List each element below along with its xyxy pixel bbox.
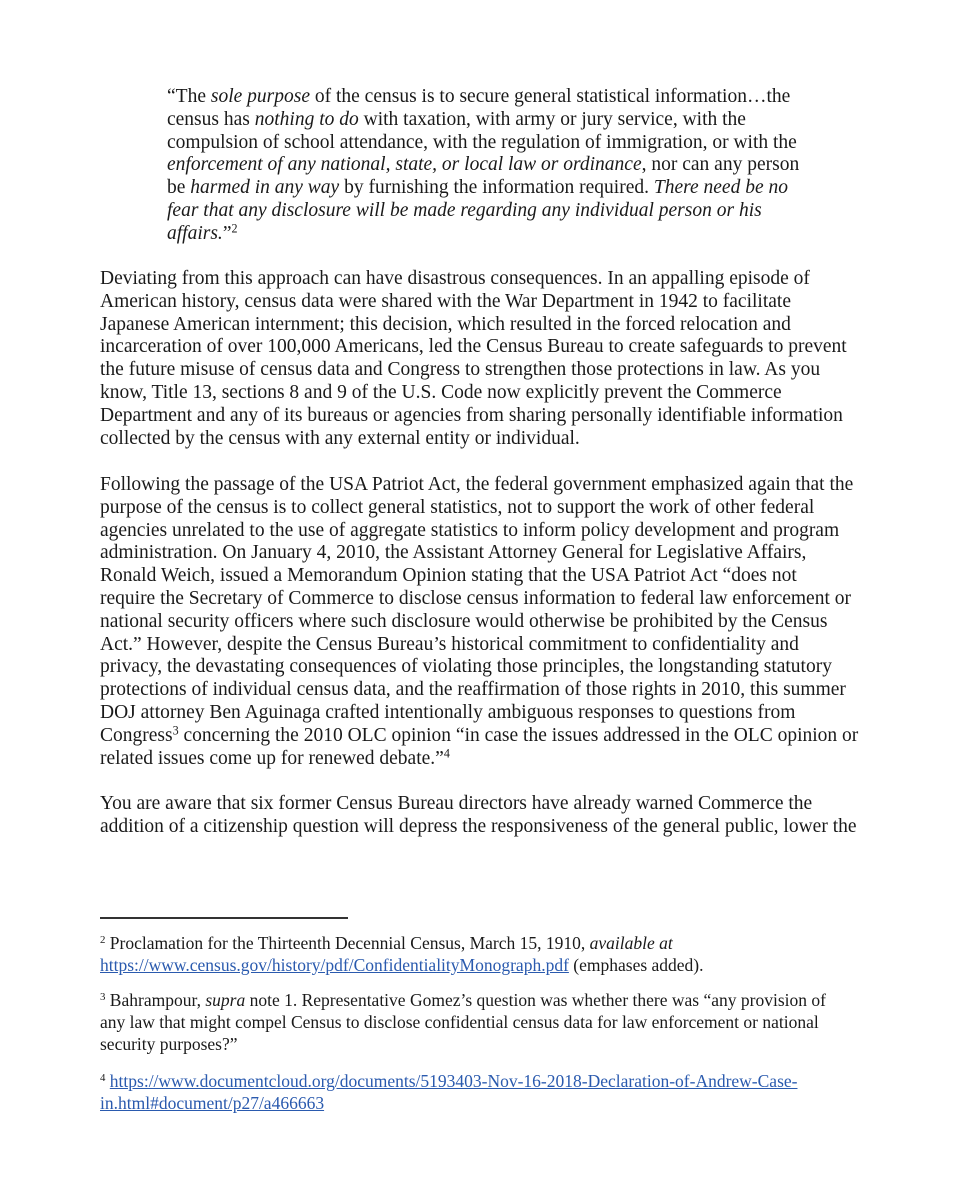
text-segment: concerning the 2010 OLC opinion “in case the issues addressed in the OLC opinion or (178, 724, 859, 746)
block-quote (167, 86, 799, 246)
text-segment: Department and any of its bureaus or agencies from sharing personally identifiable information (100, 404, 843, 426)
text-line (167, 132, 799, 155)
text-line (100, 611, 858, 634)
text-segment: enforcement of any national, state, or local law or ordinance (167, 154, 642, 176)
text-line (100, 474, 858, 497)
text-segment: compulsion of school attendance, with the regulation of immigration, or with the (167, 131, 797, 153)
footnote-4 (100, 1070, 797, 1114)
text-segment: be (167, 177, 191, 199)
text-segment: any law that might compel Census to disclose confidential census data for law enforcement or national (100, 1012, 819, 1032)
text-segment: agencies unrelated to the use of aggregate statistics to inform policy development and program (100, 519, 840, 541)
text-line (100, 816, 857, 839)
text-segment: purpose of the census is to collect general statistics, not to support the work of other federal (100, 496, 815, 518)
text-segment: with taxation, with army or jury service, with the (358, 108, 746, 130)
text-segment: nothing to do (254, 108, 359, 130)
text-segment: related issues come up for renewed debate.” (100, 747, 444, 769)
paragraph-1 (100, 268, 847, 450)
text-segment: American history, census data were shared with the War Department in 1942 to facilitate (100, 290, 791, 312)
footnote-link[interactable]: https://www.census.gov/history/pdf/ConfidentialityMonograph.pdf (100, 955, 569, 975)
text-segment: by furnishing the information required. (339, 177, 654, 199)
text-line (100, 268, 847, 291)
text-segment: harmed in any way (190, 177, 340, 199)
text-line (167, 154, 799, 177)
text-segment: require the Secretary of Commerce to disclose census information to federal law enforcement or (100, 587, 851, 609)
text-line (100, 291, 847, 314)
paragraph-3 (100, 793, 857, 839)
text-line (100, 542, 858, 565)
text-segment: addition of a citizenship question will depress the responsiveness of the general public, lower the (100, 815, 857, 837)
text-segment: fear that any disclosure will be made regarding any individual person or his (167, 199, 762, 221)
footnote-2 (100, 932, 704, 976)
footnote-marker: 4 (443, 745, 450, 760)
footnote-link[interactable]: in.html#document/p27/a466663 (100, 1093, 325, 1113)
text-segment: Japanese American internment; this decision, which resulted in the forced relocation and (100, 313, 791, 335)
text-line (100, 314, 847, 337)
text-segment: , nor can any person (641, 154, 800, 176)
text-segment: note 1. Representative Gomez’s question was whether there was “any provision of (245, 990, 826, 1010)
text-line (100, 725, 858, 748)
text-segment: You are aware that six former Census Bureau directors have already warned Commerce the (100, 793, 813, 814)
text-line (167, 177, 799, 200)
text-line (100, 793, 857, 816)
text-line (167, 109, 799, 132)
text-line (100, 679, 858, 702)
text-segment: ” (222, 222, 232, 244)
text-segment: census has (167, 108, 255, 130)
paragraph-2 (100, 474, 858, 770)
text-line (100, 702, 858, 725)
footnote-divider (100, 917, 348, 919)
text-segment: “The (167, 86, 211, 107)
text-segment: Congress (100, 724, 173, 746)
text-line (167, 200, 799, 223)
footnote-marker: 3 (172, 723, 179, 738)
footnote-marker: 4 (100, 1072, 106, 1085)
text-line (100, 520, 858, 543)
footnote-marker: 3 (100, 991, 106, 1004)
text-line (100, 428, 847, 451)
text-segment: of the census is to secure general statistical information…the (309, 86, 791, 107)
text-segment: Deviating from this approach can have disastrous consequences. In an appalling episode of (100, 268, 810, 289)
text-line (100, 497, 858, 520)
text-segment: Act.” However, despite the Census Bureau’s historical commitment to confidentiality and (100, 633, 799, 655)
text-segment: administration. On January 4, 2010, the Assistant Attorney General for Legislative Affairs, (100, 542, 807, 564)
text-segment: (emphases added). (568, 955, 704, 975)
text-segment: available at (589, 933, 673, 953)
footnote-link[interactable]: https://www.documentcloud.org/documents/5193403-Nov-16-2018-Declaration-of-Andrew-Case- (109, 1071, 798, 1091)
text-segment: affairs. (167, 222, 223, 244)
text-line (167, 86, 799, 109)
text-line (100, 336, 847, 359)
text-segment: incarceration of over 100,000 Americans, led the Census Bureau to create safeguards to prevent (100, 336, 847, 358)
text-segment: protections of individual census data, and the reaffirmation of those rights in 2010, this summer (100, 679, 846, 701)
text-line (100, 1011, 826, 1033)
text-segment: There need be no (653, 177, 788, 199)
text-segment: sole purpose (210, 86, 310, 107)
text-line (100, 932, 704, 954)
text-line (100, 989, 826, 1011)
footnote-marker: 2 (100, 934, 106, 947)
text-segment: privacy, the devastating consequences of violating those principles, the longstanding statutory (100, 656, 832, 678)
text-line (100, 565, 858, 588)
text-line (100, 1070, 797, 1092)
text-line (100, 588, 858, 611)
text-line (100, 745, 858, 771)
text-segment: Following the passage of the USA Patriot Act, the federal government emphasized again that the (100, 474, 854, 495)
text-segment: Bahrampour, (105, 990, 206, 1010)
text-line (100, 382, 847, 405)
footnote-3 (100, 989, 826, 1055)
text-line (100, 954, 704, 976)
text-segment: national security officers where such disclosure would otherwise be prohibited by the Census (100, 610, 828, 632)
text-line (100, 656, 858, 679)
text-line (167, 223, 799, 246)
text-line (100, 1033, 826, 1055)
text-line (100, 405, 847, 428)
text-segment: know, Title 13, sections 8 and 9 of the U.S. Code now explicitly prevent the Commerce (100, 381, 782, 403)
footnote-marker: 2 (231, 221, 238, 236)
text-segment: Proclamation for the Thirteenth Decennial Census, March 15, 1910, (105, 933, 590, 953)
text-segment: security purposes?” (100, 1034, 238, 1054)
text-segment: DOJ attorney Ben Aguinaga crafted intentionally ambiguous responses to questions from (100, 701, 796, 723)
text-segment: the future misuse of census data and Congress to strengthen those protections in law. As you (100, 359, 821, 381)
text-line (100, 359, 847, 382)
text-line (100, 634, 858, 657)
text-line (100, 1092, 797, 1114)
text-segment: collected by the census with any external entity or individual. (100, 427, 580, 449)
text-segment: Ronald Weich, issued a Memorandum Opinion stating that the USA Patriot Act “does not (100, 565, 797, 587)
text-segment: supra (205, 990, 246, 1010)
